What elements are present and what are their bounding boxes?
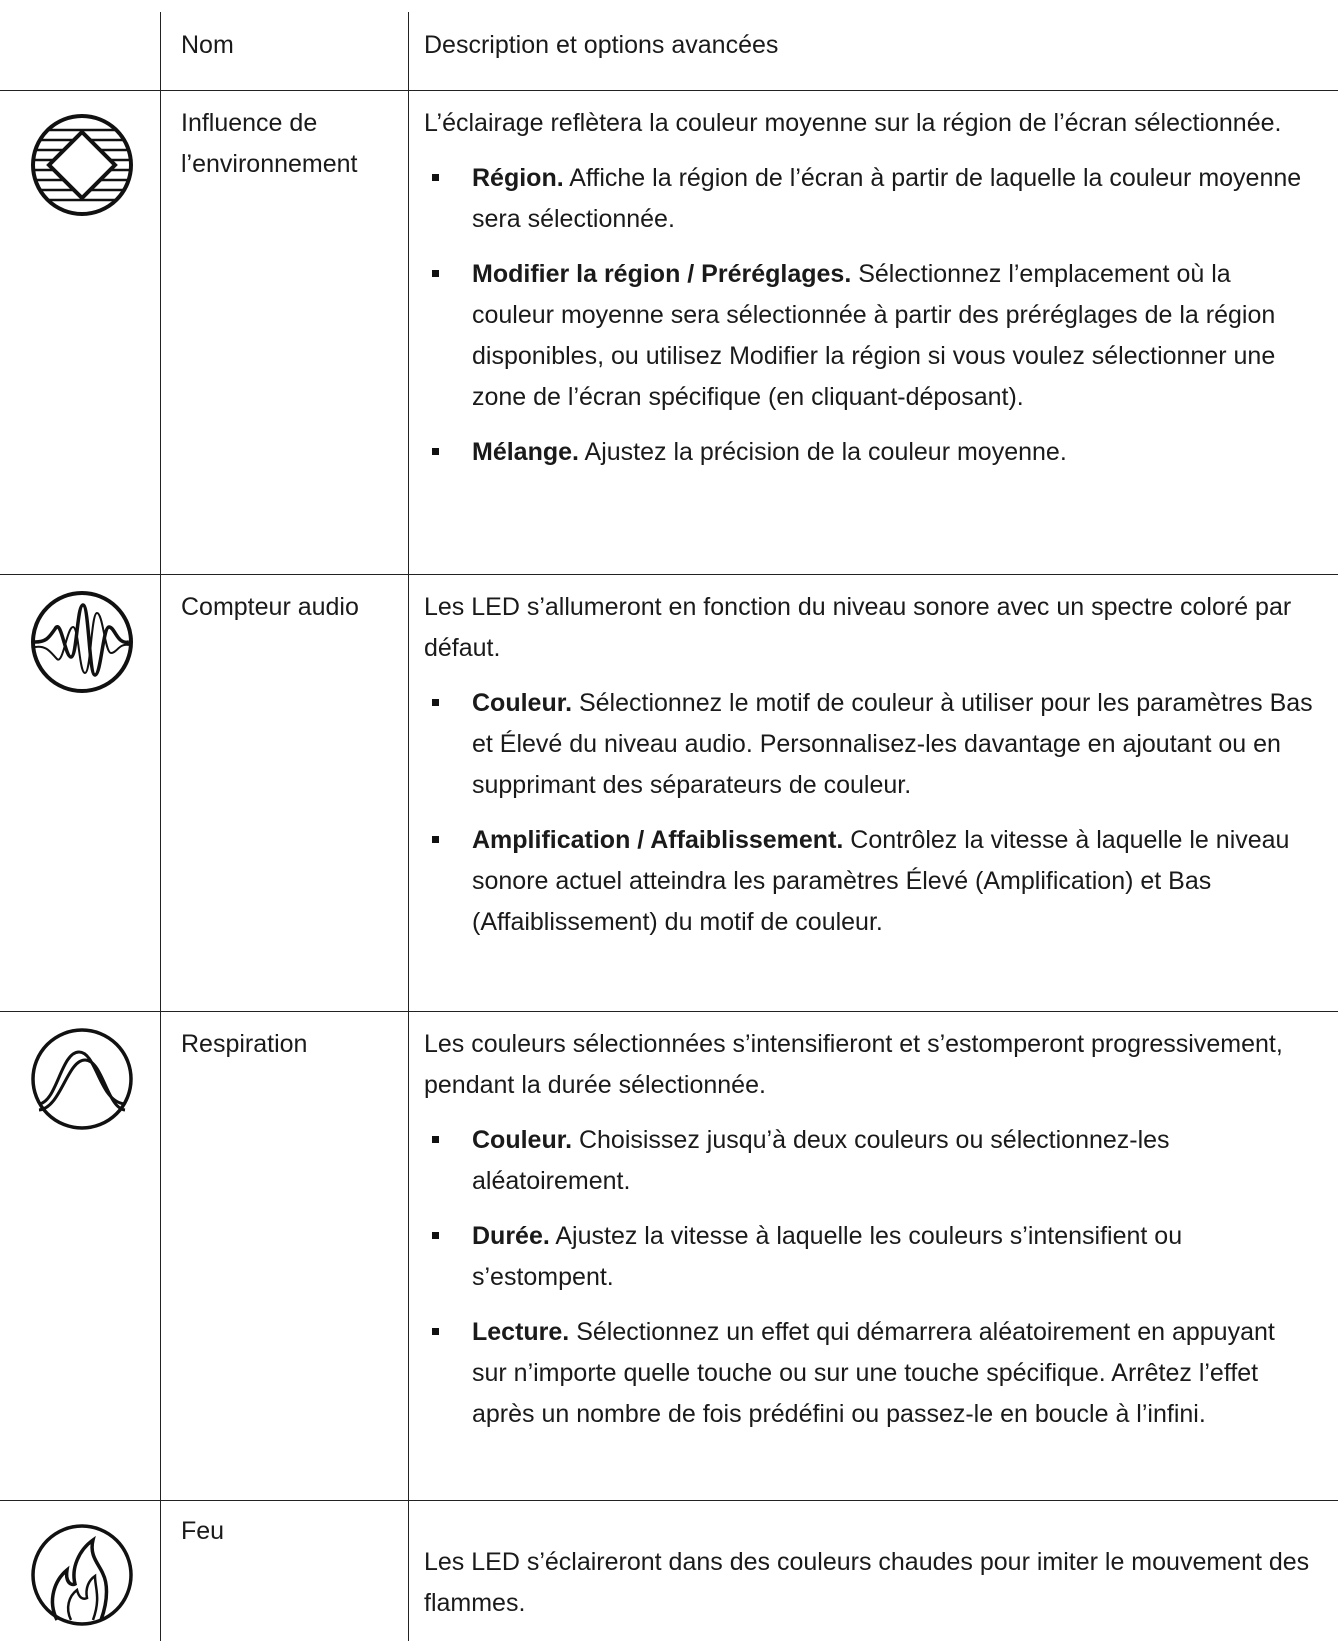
header-description: Description et options avancées [424, 31, 779, 59]
option-list [424, 683, 1314, 943]
audio-wave-icon [27, 587, 137, 697]
effect-name: Compteur audio [181, 593, 359, 621]
column-divider-2 [408, 12, 409, 1641]
option-item: Durée. Ajustez la vitesse à laquelle les couleurs s’intensifient ou s’estompent. [424, 1216, 1314, 1298]
row-divider-header [0, 90, 1338, 91]
option-list [424, 1120, 1314, 1435]
option-item: Région. Affiche la région de l’écran à partir de laquelle la couleur moyenne sera sélectionnée. [424, 158, 1314, 240]
effect-intro: Les LED s’allumeront en fonction du niveau sonore avec un spectre coloré par défaut. [424, 593, 1292, 662]
effect-name: Influence de l’environnement [181, 109, 358, 178]
row-divider-1 [0, 574, 1338, 575]
option-item: Lecture. Sélectionnez un effet qui démarrera aléatoirement en appuyant sur n’importe quelle touche ou sur une touche spécifique. Arrêtez l’effet après un nombre de fois prédéfini ou passez-le en boucle à l’infini. [424, 1312, 1314, 1435]
row-divider-2 [0, 1011, 1338, 1012]
header-name: Nom [181, 31, 234, 59]
effect-description [424, 1024, 1314, 1449]
option-item: Modifier la région / Préréglages. Sélectionnez l’emplacement où la couleur moyenne sera sélectionnée à partir des préréglages de la région disponibles, ou utilisez Modifier la région si vous voulez sélectionner une zone de l’écran spécifique (en cliquant-déposant). [424, 254, 1314, 418]
effect-name: Respiration [181, 1030, 308, 1058]
fire-flame-icon [27, 1520, 137, 1630]
row-divider-3 [0, 1500, 1338, 1501]
effect-name: Feu [181, 1517, 225, 1545]
ambient-diamond-icon [27, 110, 137, 220]
effect-intro: Les LED s’éclaireront dans des couleurs chaudes pour imiter le mouvement des flammes. [424, 1548, 1310, 1617]
effect-description [424, 103, 1314, 487]
effect-intro: Les couleurs sélectionnées s’intensifieront et s’estomperont progressivement, pendant la durée sélectionnée. [424, 1030, 1283, 1099]
option-item: Couleur. Sélectionnez le motif de couleur à utiliser pour les paramètres Bas et Élevé du niveau audio. Personnalisez-les davantage en ajoutant ou en supprimant des séparateurs de couleur. [424, 683, 1314, 806]
effect-intro: L’éclairage reflètera la couleur moyenne sur la région de l’écran sélectionnée. [424, 109, 1282, 137]
effect-description [424, 587, 1314, 957]
column-divider-1 [160, 12, 161, 1641]
effect-description [424, 1542, 1314, 1638]
option-item: Couleur. Choisissez jusqu’à deux couleurs ou sélectionnez-les aléatoirement. [424, 1120, 1314, 1202]
breathing-curve-icon [27, 1024, 137, 1134]
option-item: Mélange. Ajustez la précision de la couleur moyenne. [424, 432, 1314, 473]
option-item: Amplification / Affaiblissement. Contrôlez la vitesse à laquelle le niveau sonore actuel atteindra les paramètres Élevé (Amplification) et Bas (Affaiblissement) du motif de couleur. [424, 820, 1314, 943]
option-list [424, 158, 1314, 473]
